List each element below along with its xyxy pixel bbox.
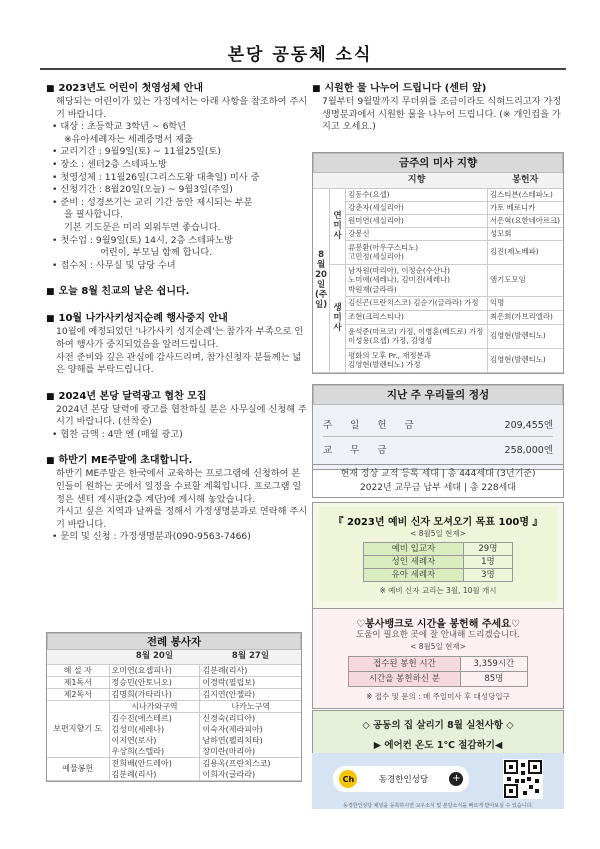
- group-label: 연미사: [330, 188, 346, 264]
- offering-title: 지난 주 우리들의 정성: [313, 385, 563, 405]
- add-channel-icon[interactable]: +: [449, 772, 463, 786]
- header-offerer: 봉헌자: [488, 173, 563, 188]
- section-heading: ■ 10월 나가사키성지순례 행사중지 안내: [46, 313, 228, 325]
- mass-title: 금주의 미사 지향: [313, 153, 563, 173]
- table-row: 해 설 자 오미연(요셉피나) 김분례(리사): [47, 664, 301, 676]
- catechumen-goal-box: 『 2023년 예비 신자 모셔오기 목표 100명 』 < 8월5일 현재> 예비 입교자 29명 성인 세례자 1명 유아 세례자 3명 ※ 예비 신자 교리는 3월, 10월 개시: [312, 502, 564, 609]
- mass-intention-box: [312, 152, 564, 374]
- paragraph: 7월부터 9월말까지 무더위를 조금이라도 식혀드리고자 가정생명분과에서 시원한 물을 나누어 드립니다. (※ 개인컵을 가지고 오세요.): [322, 96, 562, 133]
- header-blank: [47, 650, 109, 664]
- section-heading: ■ 하반기 ME주말에 초대합니다.: [46, 455, 193, 467]
- square-bullet-icon: ■: [312, 84, 321, 94]
- section-heading: ■ 시원한 물 나누어 드립니다 (센터 앞): [312, 83, 487, 94]
- right-column: [312, 80, 564, 134]
- family-stats: 현재 정상 교적 등록 세대 | 총 444세대 (3년기준) 2022년 교무금 납부 세대 | 총 228세대: [312, 464, 564, 498]
- header-date2: 8월 27일: [200, 650, 301, 664]
- paragraph: 사전 준비와 깊은 관심에 감사드리며, 참가신청자 분들께는 넓은 양해를 부탁드립니다.: [56, 351, 302, 376]
- servers-box: [46, 632, 302, 782]
- list-item: • 장소 : 센터2층 스테파노방: [52, 158, 167, 170]
- mass-date: 8월20일 (주일): [313, 188, 330, 372]
- square-bullet-icon: ■: [46, 314, 55, 325]
- square-bullet-icon: ■: [46, 391, 55, 402]
- title-divider: [40, 68, 566, 70]
- common-home-box: ◇ 공동의 집 살리기 8월 실천사항 ◇ ▶ 에어컨 온도 1℃ 절감하기◀: [312, 710, 564, 758]
- paragraph: 하반기 ME주말은 한국에서 교육하는 프로그램에 신청하여 본인들이 원하는 곳에서 일정을 수료할 계획입니다. 프로그램 일정은 센터 게시판(2층 계단)에 게시해 놓았습니다.: [56, 468, 302, 505]
- list-item: • 대상 : 초등학교 3학년 ~ 6학년: [52, 121, 187, 133]
- header-intention: 지향: [346, 173, 488, 188]
- square-bullet-icon: ■: [46, 456, 55, 467]
- channel-band: [312, 753, 564, 809]
- square-bullet-icon: ■: [46, 84, 55, 94]
- list-item-cont: 을 필사합니다.: [64, 209, 124, 221]
- volunteer-title: ♡봉사뱅크로 시간을 봉헌해 주세요♡: [356, 619, 520, 630]
- table-row: 예물봉헌 전희배(안드레아) 김분례(리사) 김용옥(프란치스코) 이희자(글라라): [47, 757, 301, 780]
- list-item: • 신청기간 : 8월20일(오늘) ~ 9월3일(주일): [52, 184, 233, 196]
- offering-row: 주일헌금 209,455엔: [323, 419, 553, 431]
- qr-code-icon[interactable]: [503, 759, 543, 799]
- group-label: 생미사: [330, 264, 346, 372]
- paragraph: 가시고 싶은 지역과 날짜를 정해서 가정생명분과로 연락해 주시기 바랍니다.: [56, 506, 308, 530]
- volunteer-bank-box: ♡봉사뱅크로 시간을 봉헌해 주세요♡ 도움이 필요한 곳에 잘 안내해 드리겠습니다. < 8월5일 현재> 접수된 봉헌 시간 3,359시간 시간을 봉헌하신 분 85명 ※ 접수 및 문의 : 매 주일미사 후 대성당입구: [312, 608, 564, 709]
- list-item-cont: 어린이, 부모님 함께 합니다.: [100, 247, 213, 259]
- paragraph: 2024년 본당 달력에 광고를 협찬하실 분은 사무실에 신청해 주시기 바랍니다. (선착순): [56, 403, 307, 428]
- paragraph: 10월에 예정되었던 '나가사키 성지순례'는 참가자 부족으로 인하여 행사가 중지되었음을 알려드립니다.: [56, 326, 304, 350]
- goal-title: 『 2023년 예비 신자 모셔오기 목표 100명 』: [333, 517, 543, 528]
- list-item: • 첫수업 : 9월9일(토) 14시, 2층 스테파노방: [52, 234, 233, 246]
- table-row: 제1독서 정승민(안토니오) 이경락(필립보): [47, 676, 301, 688]
- mass-table: 지향 봉헌자 8월20일 (주일) 연미사 김동수(요셉) 김스티븐(스테파노) 강춘자(세실리아) 가토 베로니카 원미연(세실리아) 서은혁(요한네아르크) 강봉신 성모회 류봉환(아우구스티노) 고민정(세실리아) 김진(제노베파) 생미사 남자원(마리아), 이정순(수산나) 노미애(세레나), 김미진(세레나) 박원재(글라라) 엠기도모임 김신곤(프란치스코) 김순기(글라라) 가정 익명 조현(크리스티나) 최은희(가브리엘라) 윤석준(마르코) 가정, 이병훈(베드로) 가정 이성용(요셉) 가정, 김영성 김영현(발렌티노) 평화의 모후 Pr., 재정분과 김영현(발렌티노) 가정 김영현(발렌티노): [313, 173, 563, 373]
- square-bullet-icon: ■: [46, 287, 55, 298]
- list-item: • 첫영성체 : 11월26일(그리스도왕 대축일) 미사 중: [52, 171, 260, 183]
- page-title: 본당 공동체 소식: [227, 45, 373, 65]
- goal-table: 예비 입교자 29명 성인 세례자 1명 유아 세례자 3명: [363, 542, 513, 582]
- channel-name: 동경한인성당: [378, 775, 429, 785]
- list-item: • 교리기간 : 9월9일(토) ~ 11월25일(토): [52, 146, 221, 158]
- servers-table: [47, 650, 301, 781]
- channel-logo-icon: Ch: [339, 770, 357, 788]
- section-heading: ■ 오늘 8월 친교의 날은 쉽니다.: [46, 286, 190, 298]
- list-item: • 문의 및 신청 : 가정생명분과(090-9563-7466): [52, 531, 251, 543]
- paragraph: 해당되는 어린이가 있는 가정에서는 아래 사항을 참조하여 주시기 바랍니다.: [56, 96, 308, 120]
- table-row: 제2독서 김명희(가타리나) 김지연(안젤라): [47, 688, 301, 700]
- list-item: • 접수처 : 사무실 및 담당 수녀: [52, 259, 176, 271]
- list-item: • 협찬 금액 : 4만 엔 (매월 광고): [52, 428, 183, 440]
- section-heading: ■ 2024년 본당 달력광고 협찬 모집: [46, 390, 207, 402]
- offering-box: [312, 384, 564, 470]
- table-row: 김수진(에스테르) 김성미(세레나) 이지연(로사) 우상희(스텔라) 신경숙(리디아) 이숙자(제라피아) 남하연(펠리치타) 장미란(마리아): [47, 712, 301, 757]
- offering-row: 교무금 258,000엔: [323, 436, 553, 461]
- header-date1: 8월 20일: [109, 650, 200, 664]
- left-column: [46, 80, 308, 544]
- channel-button[interactable]: [333, 766, 469, 792]
- volunteer-table: 접수된 봉헌 시간 3,359시간 시간을 봉헌하신 분 85명: [348, 656, 528, 687]
- table-row: 보편지향기 도 시나가와구역 나카노구역: [47, 700, 301, 712]
- list-item: • 준비 : 성경쓰기는 교리 기간 동안 제시되는 부분: [52, 196, 253, 208]
- section-heading: ■ 2023년도 어린이 첫영성체 안내: [46, 83, 204, 94]
- note: ※유아세례자는 세례증명서 제출: [64, 133, 193, 145]
- list-item-cont: 기본 기도문은 미리 외워두면 좋습니다.: [64, 221, 221, 233]
- channel-note: 동경한인성당 채널을 등록하시면 교우소식 및 본당소식을 빠르게 받아보실 수 있습니다.: [343, 803, 533, 809]
- servers-title: 전례 봉사자: [47, 633, 301, 650]
